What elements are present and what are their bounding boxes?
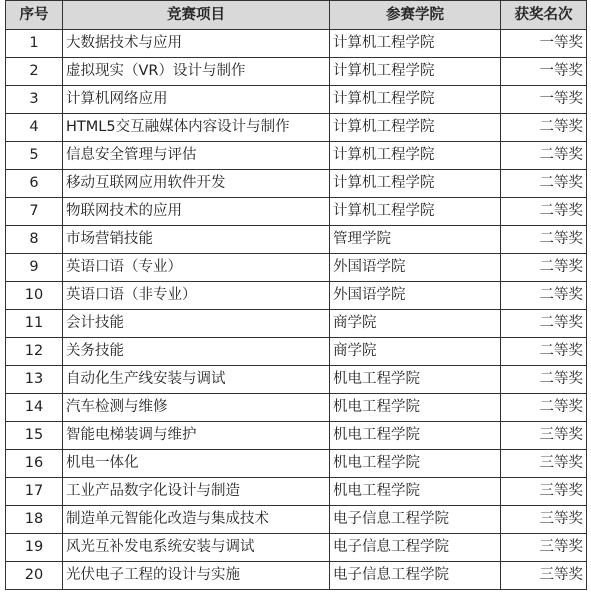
cell-award: 三等奖 <box>501 450 587 478</box>
table-row <box>6 282 587 310</box>
table-row <box>6 506 587 534</box>
table-row <box>6 422 587 450</box>
cell-project: 市场营销技能 <box>63 226 330 254</box>
cell-index: 5 <box>6 142 63 170</box>
table-header-row <box>6 1 587 30</box>
cell-award: 二等奖 <box>501 226 587 254</box>
cell-award: 三等奖 <box>501 422 587 450</box>
header-project: 竞赛项目 <box>63 1 330 30</box>
cell-award: 三等奖 <box>501 562 587 590</box>
cell-college: 电子信息工程学院 <box>330 562 501 590</box>
awards-table <box>5 0 587 590</box>
cell-project: 移动互联网应用软件开发 <box>63 170 330 198</box>
header-award: 获奖名次 <box>501 1 587 30</box>
cell-award: 二等奖 <box>501 142 587 170</box>
cell-college: 电子信息工程学院 <box>330 534 501 562</box>
cell-award: 三等奖 <box>501 534 587 562</box>
cell-college: 计算机工程学院 <box>330 114 501 142</box>
table-row <box>6 30 587 58</box>
cell-college: 管理学院 <box>330 226 501 254</box>
table-row <box>6 86 587 114</box>
cell-project: 智能电梯装调与维护 <box>63 422 330 450</box>
cell-index: 1 <box>6 30 63 58</box>
cell-index: 11 <box>6 310 63 338</box>
cell-index: 7 <box>6 198 63 226</box>
table-row <box>6 338 587 366</box>
cell-project: 英语口语（非专业） <box>63 282 330 310</box>
cell-college: 计算机工程学院 <box>330 58 501 86</box>
cell-project: 会计技能 <box>63 310 330 338</box>
cell-project: 工业产品数字化设计与制造 <box>63 478 330 506</box>
cell-award: 二等奖 <box>501 394 587 422</box>
cell-college: 机电工程学院 <box>330 422 501 450</box>
table-row <box>6 450 587 478</box>
table-row <box>6 366 587 394</box>
cell-award: 一等奖 <box>501 30 587 58</box>
cell-index: 13 <box>6 366 63 394</box>
cell-index: 12 <box>6 338 63 366</box>
cell-index: 15 <box>6 422 63 450</box>
cell-project: HTML5交互融媒体内容设计与制作 <box>63 114 330 142</box>
cell-project: 自动化生产线安装与调试 <box>63 366 330 394</box>
cell-project: 关务技能 <box>63 338 330 366</box>
cell-index: 18 <box>6 506 63 534</box>
cell-college: 机电工程学院 <box>330 394 501 422</box>
cell-index: 19 <box>6 534 63 562</box>
cell-college: 计算机工程学院 <box>330 142 501 170</box>
table-row <box>6 58 587 86</box>
cell-index: 4 <box>6 114 63 142</box>
cell-award: 二等奖 <box>501 198 587 226</box>
cell-index: 16 <box>6 450 63 478</box>
cell-index: 20 <box>6 562 63 590</box>
cell-college: 电子信息工程学院 <box>330 506 501 534</box>
cell-award: 三等奖 <box>501 478 587 506</box>
cell-college: 计算机工程学院 <box>330 170 501 198</box>
table-row <box>6 226 587 254</box>
cell-college: 计算机工程学院 <box>330 86 501 114</box>
table-row <box>6 310 587 338</box>
table-row <box>6 114 587 142</box>
cell-project: 制造单元智能化改造与集成技术 <box>63 506 330 534</box>
cell-project: 物联网技术的应用 <box>63 198 330 226</box>
cell-award: 二等奖 <box>501 114 587 142</box>
cell-index: 2 <box>6 58 63 86</box>
cell-award: 二等奖 <box>501 282 587 310</box>
table-row <box>6 394 587 422</box>
cell-award: 二等奖 <box>501 254 587 282</box>
cell-project: 汽车检测与维修 <box>63 394 330 422</box>
cell-award: 二等奖 <box>501 338 587 366</box>
table-row <box>6 254 587 282</box>
cell-college: 商学院 <box>330 338 501 366</box>
header-index: 序号 <box>6 1 63 30</box>
cell-index: 10 <box>6 282 63 310</box>
cell-award: 一等奖 <box>501 58 587 86</box>
cell-project: 光伏电子工程的设计与实施 <box>63 562 330 590</box>
cell-index: 14 <box>6 394 63 422</box>
cell-project: 英语口语（专业） <box>63 254 330 282</box>
table-row <box>6 170 587 198</box>
cell-college: 机电工程学院 <box>330 478 501 506</box>
cell-index: 3 <box>6 86 63 114</box>
cell-award: 二等奖 <box>501 310 587 338</box>
cell-award: 三等奖 <box>501 506 587 534</box>
cell-project: 风光互补发电系统安装与调试 <box>63 534 330 562</box>
cell-award: 一等奖 <box>501 86 587 114</box>
cell-project: 信息安全管理与评估 <box>63 142 330 170</box>
cell-index: 6 <box>6 170 63 198</box>
cell-index: 9 <box>6 254 63 282</box>
cell-college: 机电工程学院 <box>330 450 501 478</box>
header-college: 参赛学院 <box>330 1 501 30</box>
cell-college: 外国语学院 <box>330 282 501 310</box>
cell-index: 17 <box>6 478 63 506</box>
cell-project: 计算机网络应用 <box>63 86 330 114</box>
cell-index: 8 <box>6 226 63 254</box>
cell-project: 机电一体化 <box>63 450 330 478</box>
table-row <box>6 562 587 590</box>
table-row <box>6 142 587 170</box>
cell-project: 大数据技术与应用 <box>63 30 330 58</box>
cell-college: 计算机工程学院 <box>330 30 501 58</box>
table-row <box>6 478 587 506</box>
cell-college: 商学院 <box>330 310 501 338</box>
table-row <box>6 534 587 562</box>
table-row <box>6 198 587 226</box>
cell-award: 二等奖 <box>501 366 587 394</box>
cell-award: 二等奖 <box>501 170 587 198</box>
cell-project: 虚拟现实（VR）设计与制作 <box>63 58 330 86</box>
cell-college: 计算机工程学院 <box>330 198 501 226</box>
cell-college: 机电工程学院 <box>330 366 501 394</box>
cell-college: 外国语学院 <box>330 254 501 282</box>
table-body <box>6 30 587 590</box>
